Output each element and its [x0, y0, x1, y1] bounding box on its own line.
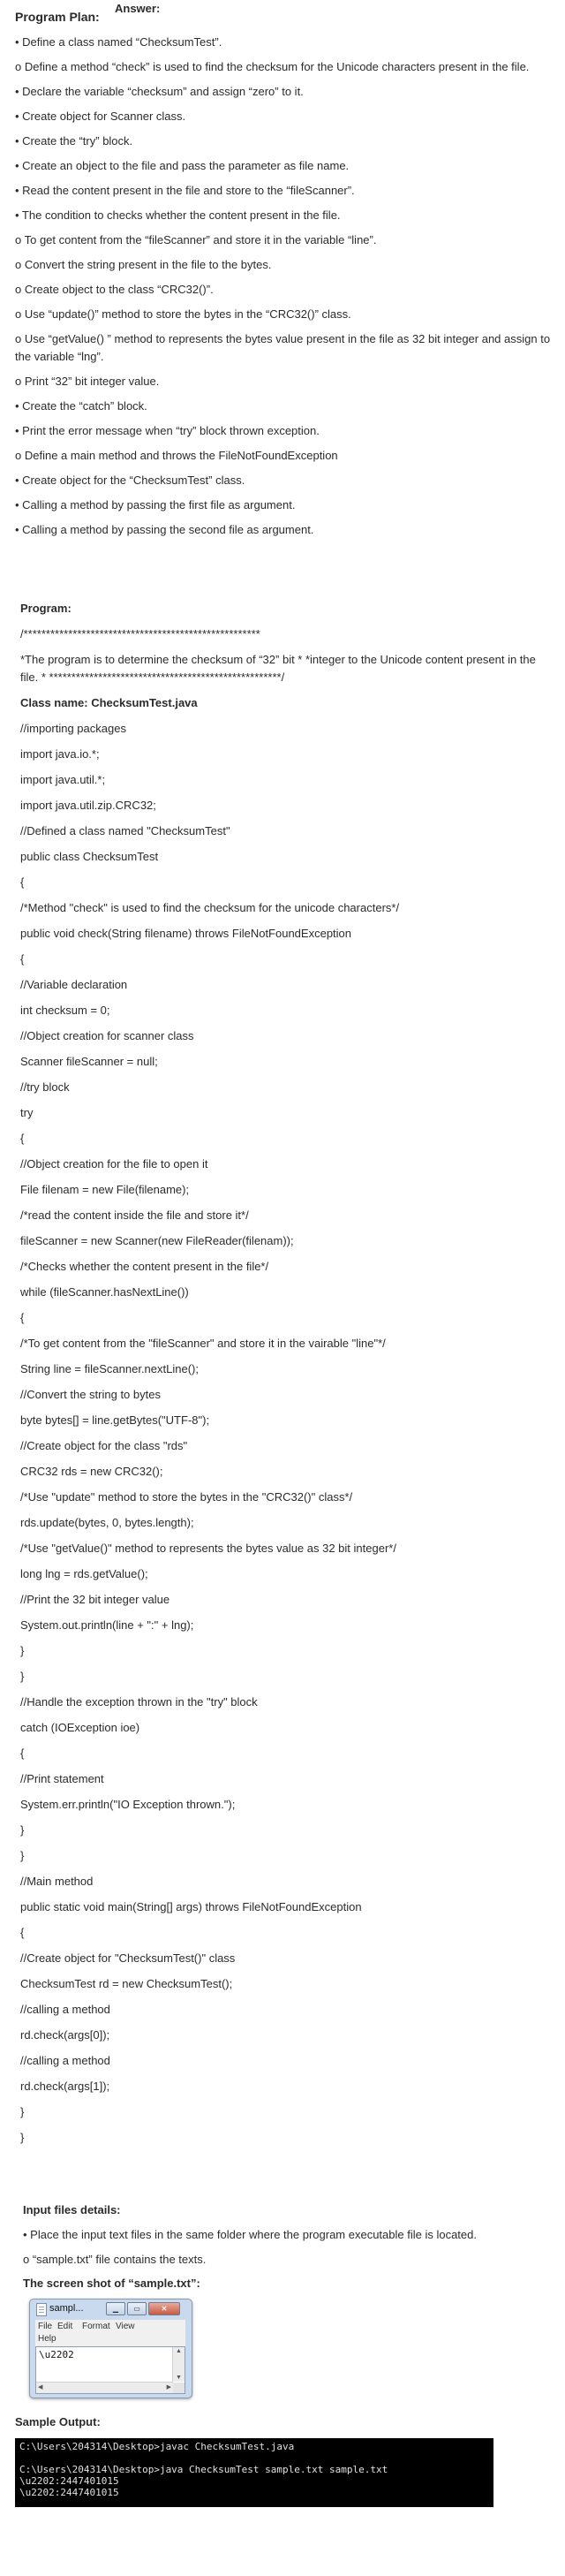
plan-item: o Define a method “check” is used to find the checksum for the Unicode characters present in the file.: [15, 60, 530, 73]
code-line: /*Method "check" is used to find the checksum for the unicode characters*/: [20, 901, 400, 914]
code-line: byte bytes[] = line.getBytes("UTF-8");: [20, 1413, 210, 1427]
plan-item: o Define a main method and throws the FileNotFoundException: [15, 449, 338, 462]
code-line: {: [20, 875, 25, 889]
program-code: [20, 625, 554, 2155]
code-line: //Create object for "ChecksumTest()" class: [20, 1951, 236, 1965]
code-line: ChecksumTest rd = new ChecksumTest();: [20, 1977, 233, 1990]
input-file-item: • Place the input text files in the same folder where the program executable file is located.: [23, 2228, 477, 2241]
code-line: }: [20, 2131, 25, 2144]
plan-item: o Convert the string present in the file to the bytes.: [15, 258, 272, 271]
code-line: rd.check(args[0]);: [20, 2028, 110, 2042]
plan-item: • Create the “catch” block.: [15, 399, 147, 413]
program-plan-title: Program Plan:: [15, 10, 100, 24]
code-line: import java.util.*;: [20, 773, 106, 786]
code-line: //Variable declaration: [20, 978, 128, 991]
code-line: Class name: ChecksumTest.java: [20, 696, 198, 709]
code-line: int checksum = 0;: [20, 1004, 110, 1017]
code-line: import java.io.*;: [20, 747, 100, 761]
code-line: import java.util.zip.CRC32;: [20, 799, 156, 812]
code-line: //calling a method: [20, 2054, 110, 2067]
code-line: catch (IOException ioe): [20, 1721, 140, 1734]
notepad-window: [29, 2299, 192, 2398]
code-line: //calling a method: [20, 2003, 110, 2016]
code-line: System.err.println("IO Exception thrown.");: [20, 1798, 236, 1811]
code-line: /*Checks whether the content present in the file*/: [20, 1260, 269, 1273]
code-line: //Print statement: [20, 1772, 104, 1785]
text-edit-area[interactable]: [35, 2346, 185, 2394]
code-line: {: [20, 1311, 25, 1324]
code-line: //Object creation for the file to open it: [20, 1157, 208, 1171]
plan-item: o Create object to the class “CRC32()”.: [15, 283, 214, 296]
code-line: File filenam = new File(filename);: [20, 1183, 190, 1196]
console-line: C:\Users\204314\Desktop>javac ChecksumTest.java: [19, 2441, 295, 2452]
code-line: *The program is to determine the checksum of “32” bit * *integer to the Unicode content present in the file. * ****************************************************/: [20, 653, 539, 684]
code-line: /*Use "getValue()" method to represents the bytes value as 32 bit integer*/: [20, 1542, 396, 1555]
scroll-up-icon[interactable]: ▲: [176, 2348, 182, 2354]
code-line: //Print the 32 bit integer value: [20, 1593, 170, 1606]
code-line: }: [20, 1823, 25, 1837]
menu-file[interactable]: File: [38, 2322, 53, 2331]
code-line: //Main method: [20, 1875, 94, 1888]
menu-view[interactable]: View: [116, 2322, 135, 2331]
sample-output-title: Sample Output:: [15, 2415, 101, 2428]
console-line: \u2202:2447401015: [19, 2487, 119, 2498]
menu-bar: [35, 2320, 185, 2346]
code-line: /*read the content inside the file and store it*/: [20, 1208, 249, 1222]
code-line: //Handle the exception thrown in the "try" block: [20, 1695, 258, 1708]
code-line: {: [20, 1132, 25, 1145]
code-line: //Object creation for scanner class: [20, 1029, 194, 1042]
input-file-item: o “sample.txt” file contains the texts.: [23, 2253, 207, 2266]
plan-item: • Define a class named “ChecksumTest”.: [15, 35, 222, 49]
scrollbar-corner: [173, 2383, 185, 2393]
minimize-icon[interactable]: ▁: [106, 2302, 125, 2315]
code-line: rd.check(args[1]);: [20, 2080, 110, 2093]
maximize-icon[interactable]: ▭: [127, 2302, 147, 2315]
code-line: //Defined a class named "ChecksumTest": [20, 824, 230, 837]
code-line: //importing packages: [20, 722, 126, 735]
input-files-list: [23, 2226, 553, 2276]
plan-item: • Calling a method by passing the first file as argument.: [15, 498, 296, 511]
menu-format[interactable]: Format: [82, 2322, 110, 2331]
console-output: [15, 2438, 493, 2507]
plan-item: • Create object for the “ChecksumTest” class.: [15, 474, 245, 487]
code-line: String line = fileScanner.nextLine();: [20, 1362, 199, 1375]
code-line: {: [20, 952, 25, 966]
plan-item: • Calling a method by passing the second file as argument.: [15, 523, 314, 536]
plan-item: o Print “32” bit integer value.: [15, 375, 160, 388]
code-line: /*****************************************************: [20, 627, 260, 640]
window-title: sampl...: [49, 2303, 84, 2314]
code-line: //Convert the string to bytes: [20, 1388, 161, 1401]
code-line: fileScanner = new Scanner(new FileReader(filenam));: [20, 1234, 294, 1247]
plan-item: o Use “update()” method to store the bytes in the “CRC32()” class.: [15, 307, 351, 321]
code-line: long lng = rds.getValue();: [20, 1567, 148, 1580]
close-icon[interactable]: ✕: [148, 2302, 180, 2315]
code-line: }: [20, 1849, 25, 1862]
program-title: Program:: [20, 602, 72, 615]
screenshot-title: The screen shot of “sample.txt”:: [23, 2277, 200, 2290]
program-plan-list: [15, 34, 555, 546]
code-line: Scanner fileScanner = null;: [20, 1055, 158, 1068]
code-line: try: [20, 1106, 34, 1119]
scroll-left-icon[interactable]: ◀: [38, 2384, 43, 2390]
code-line: public static void main(String[] args) throws FileNotFoundException: [20, 1900, 362, 1913]
code-line: System.out.println(line + ":" + lng);: [20, 1618, 194, 1632]
notepad-icon: [36, 2303, 47, 2316]
window-titlebar[interactable]: [30, 2299, 192, 2319]
plan-item: o To get content from the “fileScanner” and store it in the variable “line”.: [15, 233, 377, 246]
code-line: rds.update(bytes, 0, bytes.length);: [20, 1516, 194, 1529]
plan-item: • Create an object to the file and pass the parameter as file name.: [15, 159, 350, 172]
plan-item: • Read the content present in the file and store to the “fileScanner”.: [15, 184, 355, 197]
horizontal-scrollbar[interactable]: [36, 2382, 173, 2393]
code-line: }: [20, 1670, 25, 1683]
code-line: }: [20, 2105, 25, 2118]
plan-item: • Declare the variable “checksum” and assign “zero” to it.: [15, 85, 304, 98]
code-line: while (fileScanner.hasNextLine()): [20, 1285, 189, 1299]
plan-item: • The condition to checks whether the content present in the file.: [15, 208, 341, 222]
code-line: {: [20, 1926, 25, 1939]
code-line: /*Use "update" method to store the bytes in the "CRC32()" class*/: [20, 1490, 353, 1504]
plan-item: • Create object for Scanner class.: [15, 110, 186, 123]
code-line: public void check(String filename) throws FileNotFoundException: [20, 927, 352, 940]
scroll-right-icon[interactable]: ▶: [166, 2384, 171, 2390]
plan-item: • Print the error message when “try” block thrown exception.: [15, 424, 320, 437]
code-line: public class ChecksumTest: [20, 850, 159, 863]
code-line: /*To get content from the "fileScanner" and store it in the vairable "line"*/: [20, 1337, 386, 1350]
plan-item: o Use “getValue() ” method to represents the bytes value present in the file as 32 bit integer and assign to the variable “lng”.: [15, 332, 551, 363]
menu-edit[interactable]: Edit: [57, 2322, 73, 2331]
file-content: \u2202: [39, 2349, 74, 2360]
input-files-title: Input files details:: [23, 2203, 121, 2216]
answer-label: Answer:: [115, 2, 161, 15]
code-line: //Create object for the class "rds": [20, 1439, 188, 1452]
code-line: {: [20, 1746, 25, 1760]
plan-item: • Create the “try” block.: [15, 134, 133, 148]
console-line: C:\Users\204314\Desktop>java ChecksumTest sample.txt sample.txt: [19, 2464, 388, 2475]
code-line: }: [20, 1644, 25, 1657]
code-line: CRC32 rds = new CRC32();: [20, 1465, 163, 1478]
menu-help[interactable]: Help: [38, 2334, 56, 2344]
scroll-down-icon[interactable]: ▼: [176, 2375, 182, 2381]
code-line: //try block: [20, 1080, 70, 1094]
vertical-scrollbar[interactable]: [172, 2347, 185, 2382]
console-line: \u2202:2447401015: [19, 2475, 119, 2487]
